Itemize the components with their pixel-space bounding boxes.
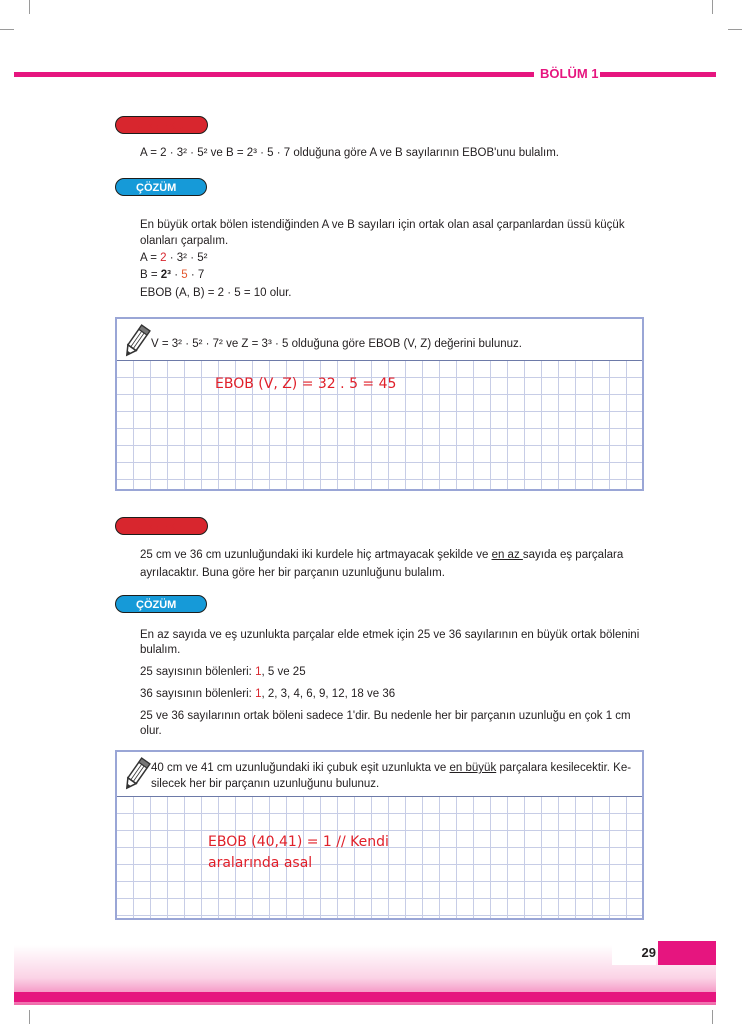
text-part: ·: [171, 269, 182, 281]
divisors-36: [140, 686, 395, 702]
header-rule: [14, 72, 534, 77]
example-4-problem-line2: ayrılacaktır. Buna göre her bir parçanın uzunluğunu bulalım.: [140, 567, 445, 579]
text-part: B =: [140, 269, 161, 281]
crop-mark: [712, 1010, 713, 1024]
example-3-label: ÖRNEK 3: [115, 116, 208, 134]
text-part: · 3² · 5²: [166, 252, 208, 264]
pencil-icon: [121, 323, 151, 361]
page-number: 29: [612, 941, 656, 965]
solution-4-text-line1: En az sayıda ve eş uzunlukta parçalar elde etmek için 25 ve 36 sayılarının en büyük ortak bölenini: [140, 629, 640, 641]
page-number-tab: [658, 941, 716, 965]
highlight-one: 1: [255, 666, 262, 678]
text-part: parçalara kesilecektir. Ke-: [496, 762, 632, 774]
crop-mark: [29, 1010, 30, 1024]
highlight-two-cubed: 2³: [160, 269, 172, 281]
footer-rule: [14, 992, 716, 1002]
exercise-box-2: [115, 750, 644, 920]
text-part: sayıda eş parçalara: [522, 549, 624, 561]
handwritten-answer-line1: EBOB (40,41) = 1 // Kendi: [208, 834, 389, 850]
text-part: · 7: [187, 269, 205, 281]
divisors-25: [140, 664, 306, 680]
text-part: 40 cm ve 41 cm uzunluğundaki iki çubuk eşit uzunlukta ve: [151, 762, 450, 774]
underlined-phrase: en büyük: [449, 762, 497, 774]
answer-grid[interactable]: [117, 360, 642, 489]
text-part: 36 sayısının bölenleri:: [140, 688, 256, 700]
crop-mark: [712, 0, 713, 14]
crop-mark: [0, 29, 14, 30]
highlight-five: 5: [181, 269, 188, 281]
conclusion-line2: olur.: [140, 725, 162, 737]
underlined-phrase: en az: [491, 549, 523, 561]
example-4-problem-line1: [140, 547, 623, 563]
exercise-2-question-line2: silecek her bir parçanın uzunluğunu bulunuz.: [151, 778, 380, 790]
example-4-label: ÖRNEK 4: [115, 517, 208, 535]
example-3-problem: A = 2 · 3² · 5² ve B = 2³ · 5 · 7 olduğuna göre A ve B sayılarının EBOB'unu bulalım.: [140, 147, 559, 159]
handwritten-answer-line2: aralarında asal: [208, 855, 313, 871]
text-part: 25 sayısının bölenleri:: [140, 666, 256, 678]
highlight-two: 2: [160, 252, 167, 264]
crop-mark: [29, 0, 30, 14]
exercise-2-question-line1: [151, 760, 631, 776]
section-title: BÖLÜM 1: [540, 66, 599, 81]
solution-3-text-line2: olanları çarpalım.: [140, 235, 229, 247]
pencil-icon: [121, 756, 151, 794]
ebob-result: EBOB (A, B) = 2 · 5 = 10 olur.: [140, 287, 292, 299]
solution-4-label: ÇÖZÜM: [115, 595, 207, 613]
solution-4-text-line2: bulalım.: [140, 644, 181, 656]
header-rule-right: [600, 72, 716, 77]
factorization-a: [140, 250, 207, 266]
text-part: , 2, 3, 4, 6, 9, 12, 18 ve 36: [261, 688, 396, 700]
solution-3-text-line1: En büyük ortak bölen istendiğinden A ve B sayıları için ortak olan asal çarpanlardan üssü küçük: [140, 219, 625, 231]
exercise-box-1: [115, 317, 644, 491]
text-part: A =: [140, 252, 161, 264]
handwritten-answer: EBOB (V, Z) = 32 . 5 = 45: [215, 376, 397, 392]
crop-mark: [728, 29, 742, 30]
answer-grid[interactable]: [117, 796, 642, 918]
highlight-one: 1: [255, 688, 262, 700]
conclusion-line1: 25 ve 36 sayılarının ortak böleni sadece 1'dir. Bu nedenle her bir parçanın uzunluğu en çok 1 cm: [140, 710, 631, 722]
factorization-b: [140, 267, 204, 283]
solution-3-label: ÇÖZÜM: [115, 178, 207, 196]
exercise-1-question: V = 3² · 5² · 7² ve Z = 3³ · 5 olduğuna göre EBOB (V, Z) değerini bulunuz.: [151, 338, 522, 350]
text-part: , 5 ve 25: [261, 666, 306, 678]
text-part: 25 cm ve 36 cm uzunluğundaki iki kurdele hiç artmayacak şekilde ve: [140, 549, 492, 561]
